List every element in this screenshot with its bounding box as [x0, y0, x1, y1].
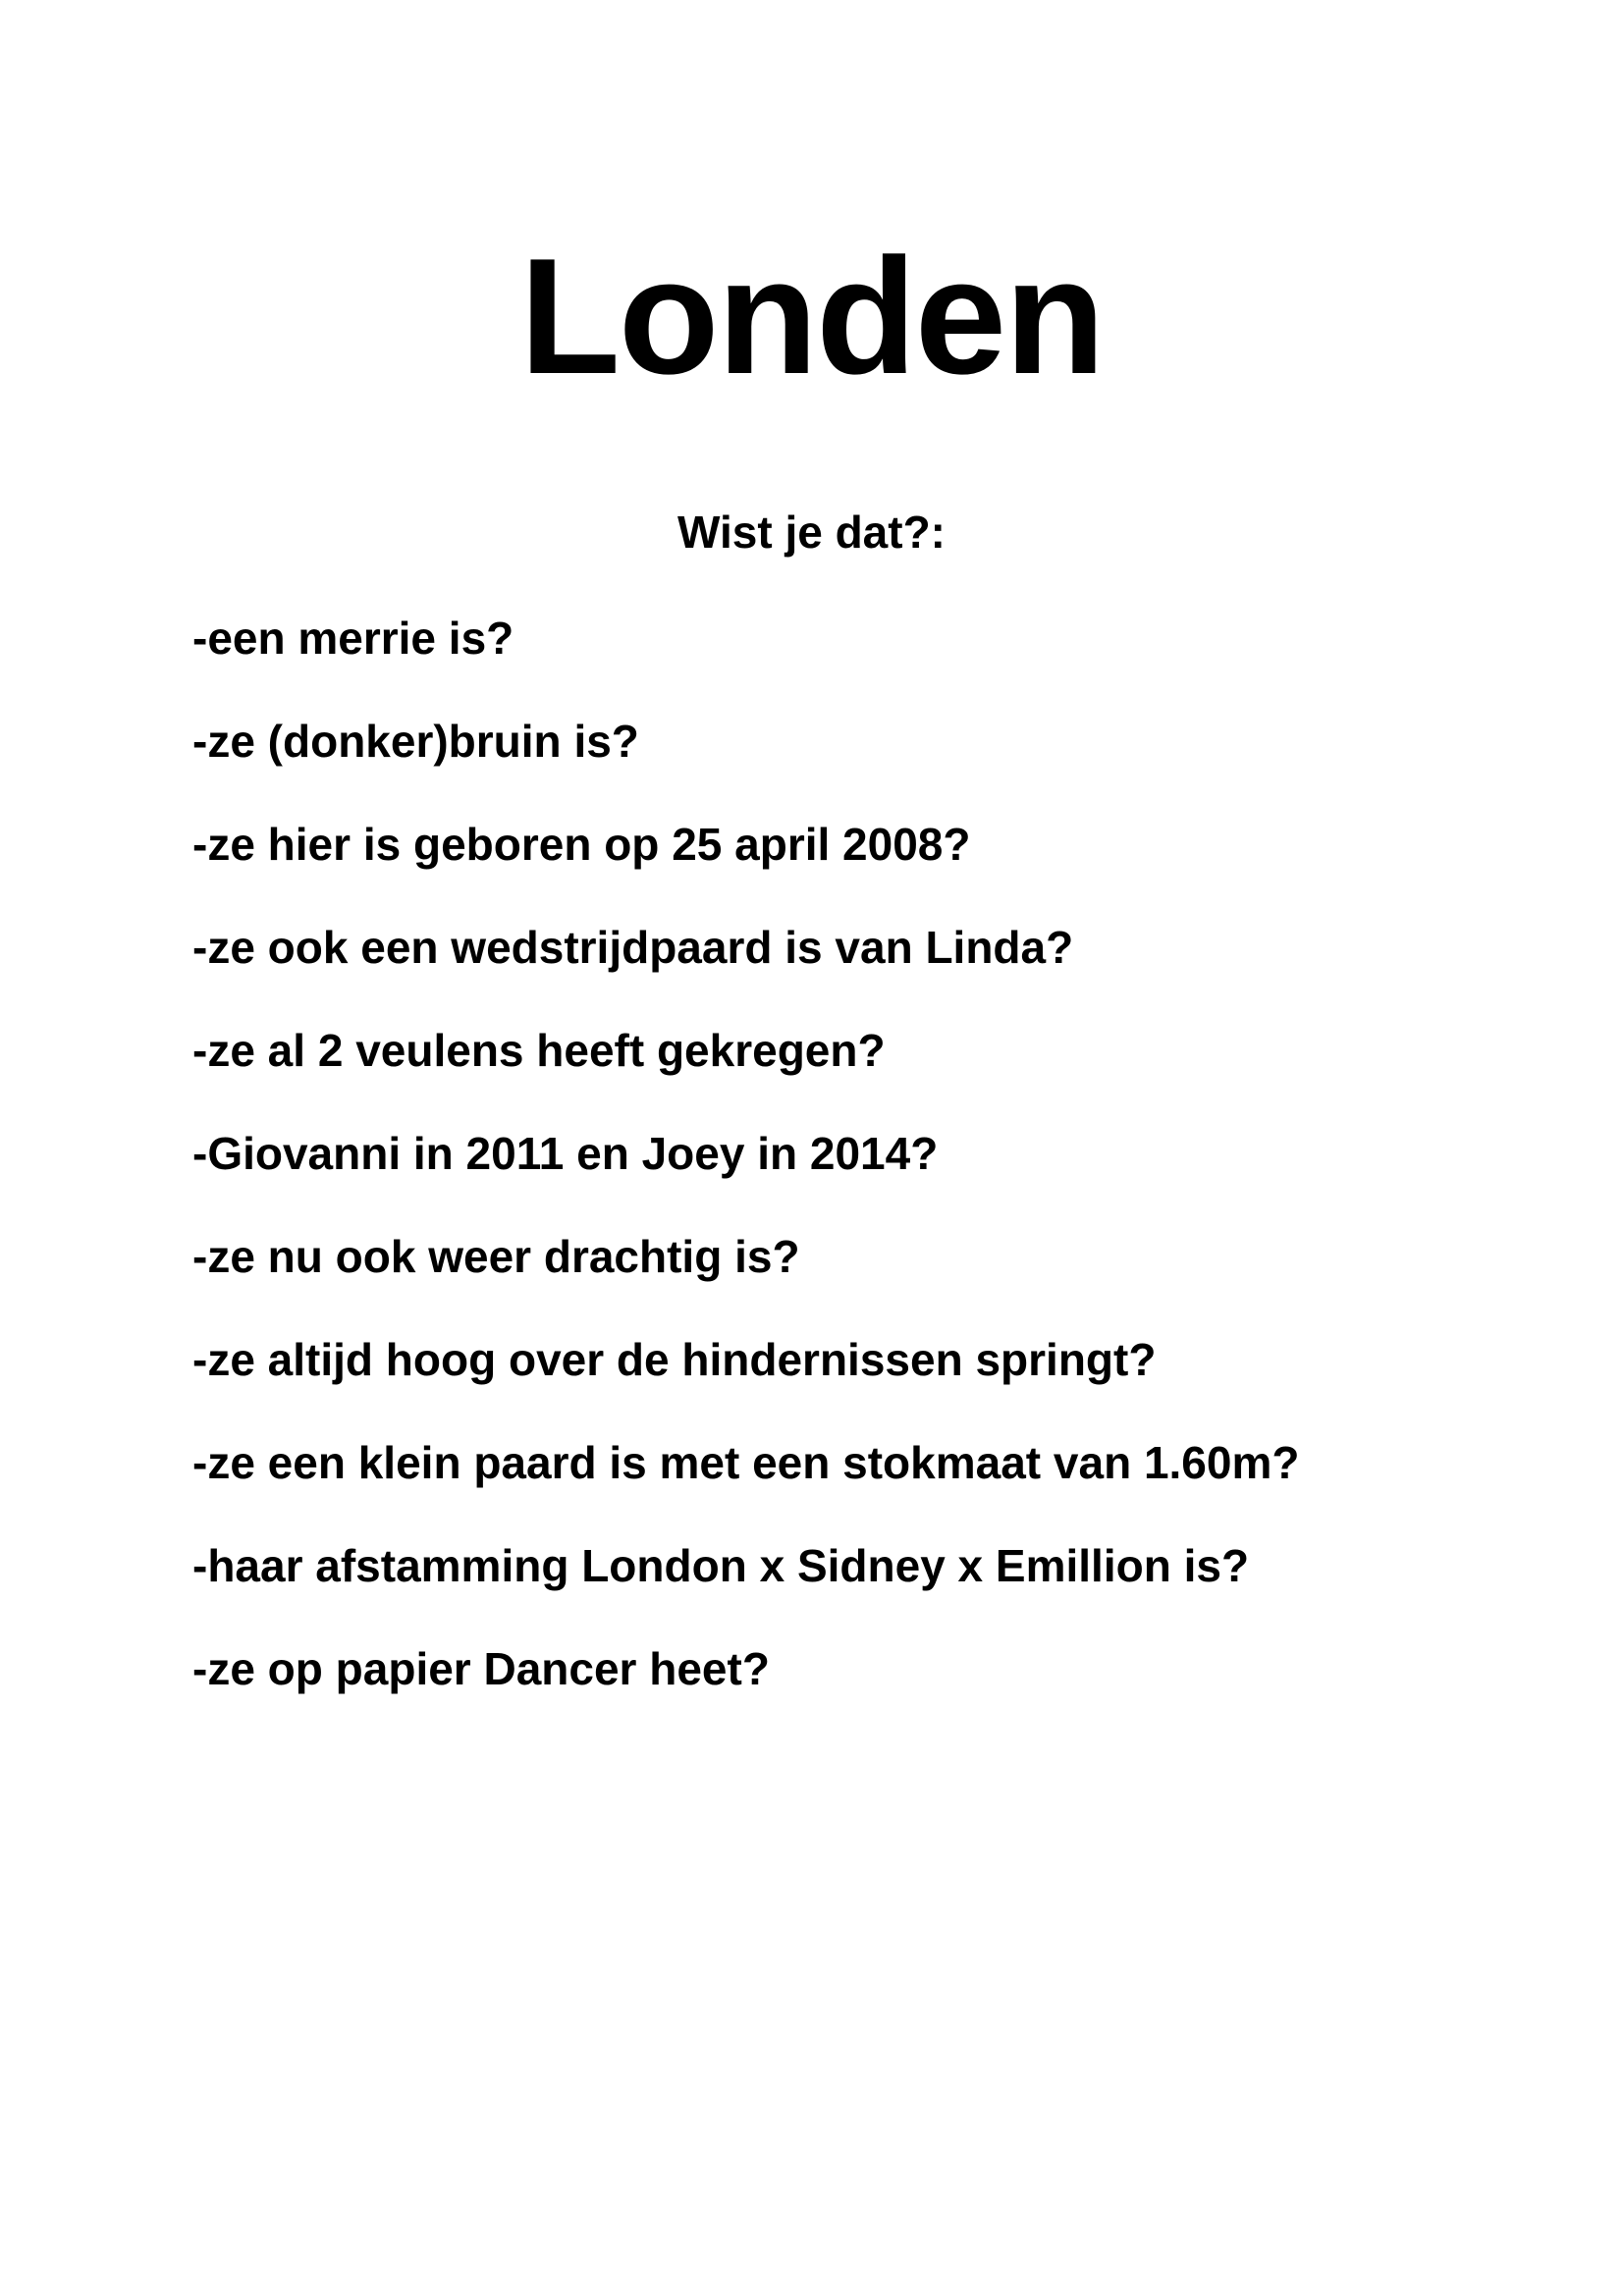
fact-item: -ze ook een wedstrijdpaard is van Linda?: [192, 922, 1074, 973]
fact-item: -haar afstamming London x Sidney x Emillion is?: [192, 1540, 1250, 1591]
fact-item: -ze al 2 veulens heeft gekregen?: [192, 1025, 886, 1076]
fact-item: -een merrie is?: [192, 613, 514, 664]
fact-item: -ze (donker)bruin is?: [192, 716, 639, 767]
fact-item: -ze hier is geboren op 25 april 2008?: [192, 819, 971, 870]
fact-list: [192, 609, 1469, 1742]
page-subtitle: Wist je dat?:: [676, 507, 947, 558]
page-title: Londen: [519, 224, 1104, 408]
fact-item: -ze altijd hoog over de hindernissen springt?: [192, 1334, 1157, 1385]
fact-item: -ze nu ook weer drachtig is?: [192, 1231, 800, 1282]
fact-item: -ze op papier Dancer heet?: [192, 1643, 770, 1694]
fact-item: -ze een klein paard is met een stokmaat van 1.60m?: [192, 1437, 1300, 1488]
fact-item: -Giovanni in 2011 en Joey in 2014?: [192, 1128, 939, 1179]
